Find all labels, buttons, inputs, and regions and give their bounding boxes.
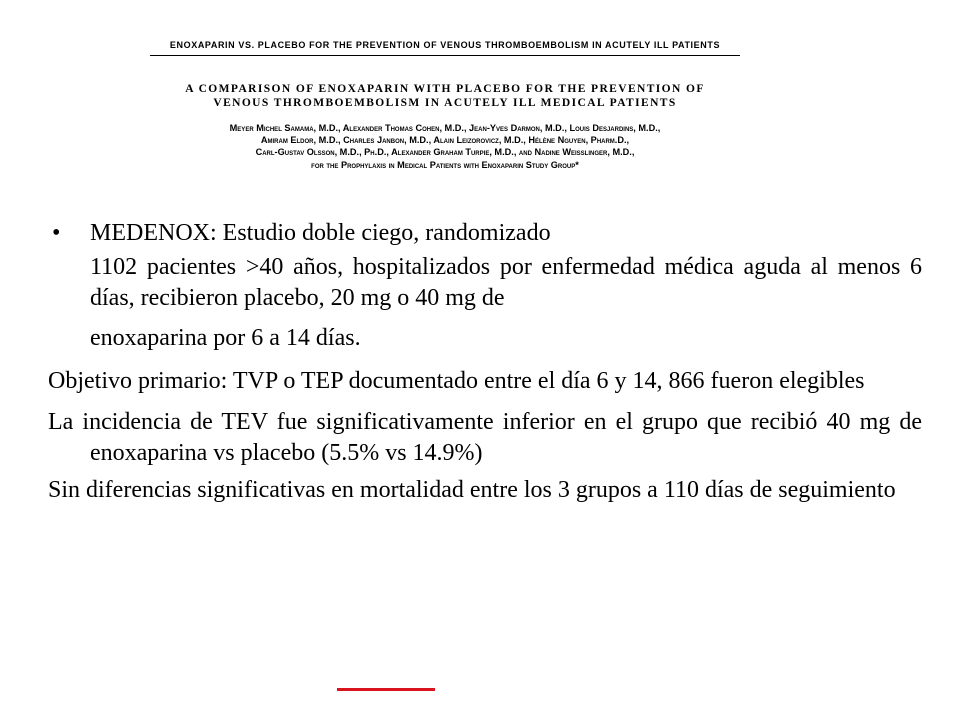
article-title-line: VENOUS THROMBOEMBOLISM IN ACUTELY ILL MEDICAL PATIENTS (213, 97, 677, 109)
paragraph-incidence: La incidencia de TEV fue significativamente inferior en el grupo que recibió 40 mg de enoxaparina vs placebo (5.5% vs 14.9%) (48, 409, 922, 466)
article-title-line: A COMPARISON OF ENOXAPARIN WITH PLACEBO FOR THE PREVENTION OF (185, 83, 705, 95)
bullet-text: MEDENOX: Estudio doble ciego, randomizado (90, 220, 551, 246)
author-line: Carl-Gustav Olsson, M.D., Ph.D., Alexander Graham Turpie, M.D., and Nadine Weisslinger, M.D., (255, 147, 635, 158)
article-title (150, 82, 740, 110)
paragraph-mortality: Sin diferencias significativas en mortalidad entre los 3 grupos a 110 días de seguimiento (48, 477, 896, 503)
paragraph-patients-end: enoxaparina por 6 a 14 días. (90, 325, 361, 351)
author-line: Amiram Eldor, M.D., Charles Janbon, M.D., Alain Leizorovicz, M.D., Hélène Nguyen, Pharm.D., (260, 135, 630, 146)
paragraph-objective: Objetivo primario: TVP o TEP documentado entre el día 6 y 14, 866 fueron elegibles (48, 368, 865, 394)
author-list (150, 122, 740, 171)
bullet-item (48, 218, 922, 249)
paragraph-patients-main: 1102 pacientes >40 años, hospitalizados por enfermedad médica aguda al menos 6 días, recibieron placebo, 20 mg o 40 mg de (90, 254, 922, 311)
red-accent-line (337, 688, 435, 691)
paper-header-image (150, 40, 740, 171)
author-line: Meyer Michel Samama, M.D., Alexander Thomas Cohen, M.D., Jean-Yves Darmon, M.D., Louis Desjardins, M.D., (229, 123, 661, 133)
slide-body (48, 218, 922, 506)
bullet-dot: • (52, 220, 61, 246)
running-head: ENOXAPARIN VS. PLACEBO FOR THE PREVENTION OF VENOUS THROMBOEMBOLISM IN ACUTELY ILL PATIENTS (150, 40, 740, 56)
paragraph-patients (48, 252, 922, 354)
author-line: for the Prophylaxis in Medical Patients with Enoxaparin Study Group* (311, 159, 579, 170)
